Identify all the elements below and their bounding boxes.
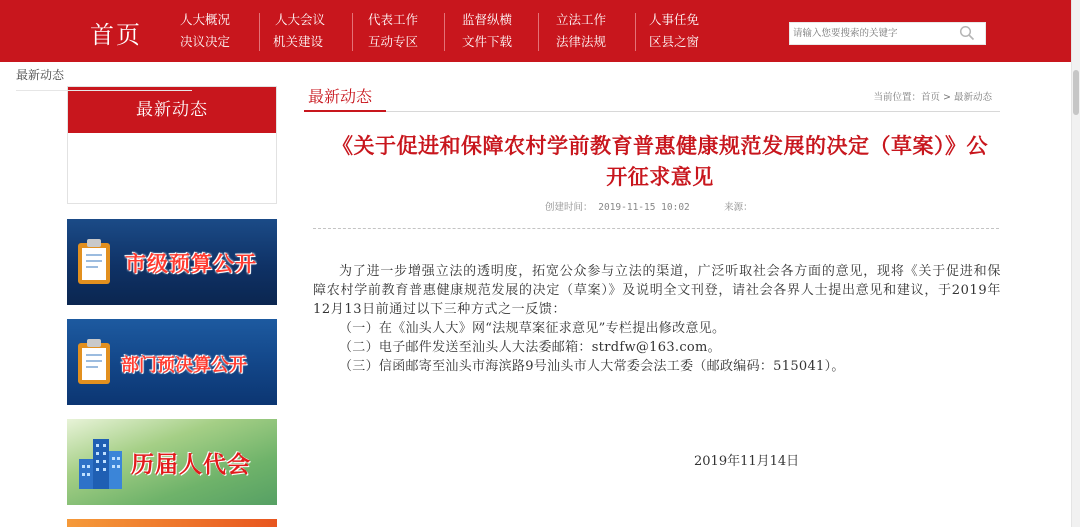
banner-label: 历届人代会 bbox=[131, 452, 251, 478]
nav-link-renda-huiyi[interactable]: 人大会议 bbox=[275, 12, 326, 27]
banner-label: 市级预算公开 bbox=[125, 252, 257, 276]
nav-group-4 bbox=[444, 8, 536, 54]
banner-partial[interactable] bbox=[67, 519, 277, 527]
source-label: 来源： bbox=[724, 202, 753, 213]
nav-link-falv-fagui[interactable]: 法律法规 bbox=[556, 34, 607, 49]
nav-link-lifa-gongzuo[interactable]: 立法工作 bbox=[556, 12, 607, 27]
nav-divider bbox=[444, 13, 445, 51]
column-title-underline bbox=[304, 110, 386, 112]
nav-divider bbox=[259, 13, 260, 51]
nav-divider bbox=[352, 13, 353, 51]
nav-link-jiguan-jianshe[interactable]: 机关建设 bbox=[273, 34, 324, 49]
banner-city-budget[interactable] bbox=[67, 219, 277, 305]
nav-link-quxian-zhichuang[interactable]: 区县之窗 bbox=[649, 34, 700, 49]
column-title: 最新动态 bbox=[308, 87, 373, 106]
home-link[interactable]: 首页 bbox=[90, 21, 142, 49]
article-title: 《关于促进和保障农村学前教育普惠健康规范发展的决定（草案）》公开征求意见 bbox=[332, 133, 988, 189]
clipboard-icon bbox=[77, 239, 111, 285]
banner-label: 部门预决算公开 bbox=[121, 355, 247, 376]
nav-link-renda-gaikuang[interactable]: 人大概况 bbox=[180, 12, 231, 27]
column-divider bbox=[304, 111, 1000, 112]
feedback-way-1: （一）在《汕头人大》网“法规草案征求意见”专栏提出修改意见。 bbox=[339, 321, 726, 336]
nav-group-6 bbox=[635, 8, 727, 54]
article-meta bbox=[545, 199, 753, 213]
nav-link-jiandu-zongheng[interactable]: 监督纵横 bbox=[462, 12, 513, 27]
nav-link-daibiao-gongzuo[interactable]: 代表工作 bbox=[368, 12, 419, 27]
nav-group-3 bbox=[352, 8, 444, 54]
nav-divider bbox=[538, 13, 539, 51]
search-input[interactable] bbox=[793, 23, 953, 44]
breadcrumb: 当前位置：首页 > 最新动态 bbox=[873, 92, 992, 103]
banner-past-congresses[interactable] bbox=[67, 419, 277, 505]
feedback-way-2: （二）电子邮件发送至汕头人大法委邮箱：strdfw@163.com。 bbox=[339, 340, 721, 355]
nav-divider bbox=[635, 13, 636, 51]
article-body bbox=[313, 262, 1001, 376]
created-label: 创建时间： bbox=[545, 202, 593, 213]
sidebar-title: 最新动态 bbox=[68, 87, 276, 133]
top-nav-bar bbox=[0, 0, 1080, 62]
nav-group-2 bbox=[259, 8, 351, 54]
nav-group-1 bbox=[164, 8, 256, 54]
sidebar-divider bbox=[16, 90, 192, 91]
nav-link-jueyi-jueding[interactable]: 决议决定 bbox=[180, 34, 231, 49]
banner-department-budget[interactable] bbox=[67, 319, 277, 405]
article-intro: 为了进一步增强立法的透明度，拓宽公众参与立法的渠道，广泛听取社会各方面的意见，现将《关于促进和保障农村学前教育普惠健康规范发展的决定（草案）》及说明全文刊登，请社会各界人士提出意见和建议，于2019年12月13日前通过以下三种方式之一反馈： bbox=[313, 264, 1001, 317]
created-time: 2019-11-15 10:02 bbox=[598, 202, 690, 213]
search-icon[interactable] bbox=[959, 25, 975, 41]
sidebar-box bbox=[67, 86, 277, 204]
nav-link-wenjian-xiazai[interactable]: 文件下载 bbox=[462, 34, 513, 49]
nav-group-5 bbox=[538, 8, 630, 54]
search-box bbox=[789, 22, 986, 45]
page-scrollbar[interactable] bbox=[1071, 0, 1080, 527]
article-divider bbox=[313, 228, 999, 229]
feedback-way-3: （三）信函邮寄至汕头市海滨路9号汕头市人大常委会法工委（邮政编码：515041）。 bbox=[339, 359, 845, 374]
nav-link-hudong-zhuanqu[interactable]: 互动专区 bbox=[368, 34, 419, 49]
scrollbar-thumb[interactable] bbox=[1073, 70, 1079, 115]
article-date: 2019年11月14日 bbox=[694, 454, 800, 469]
sidebar-item-latest-news[interactable]: 最新动态 bbox=[16, 68, 65, 82]
nav-link-renshi-renmian[interactable]: 人事任免 bbox=[649, 12, 700, 27]
building-icon bbox=[77, 433, 125, 491]
clipboard-icon bbox=[77, 339, 111, 385]
